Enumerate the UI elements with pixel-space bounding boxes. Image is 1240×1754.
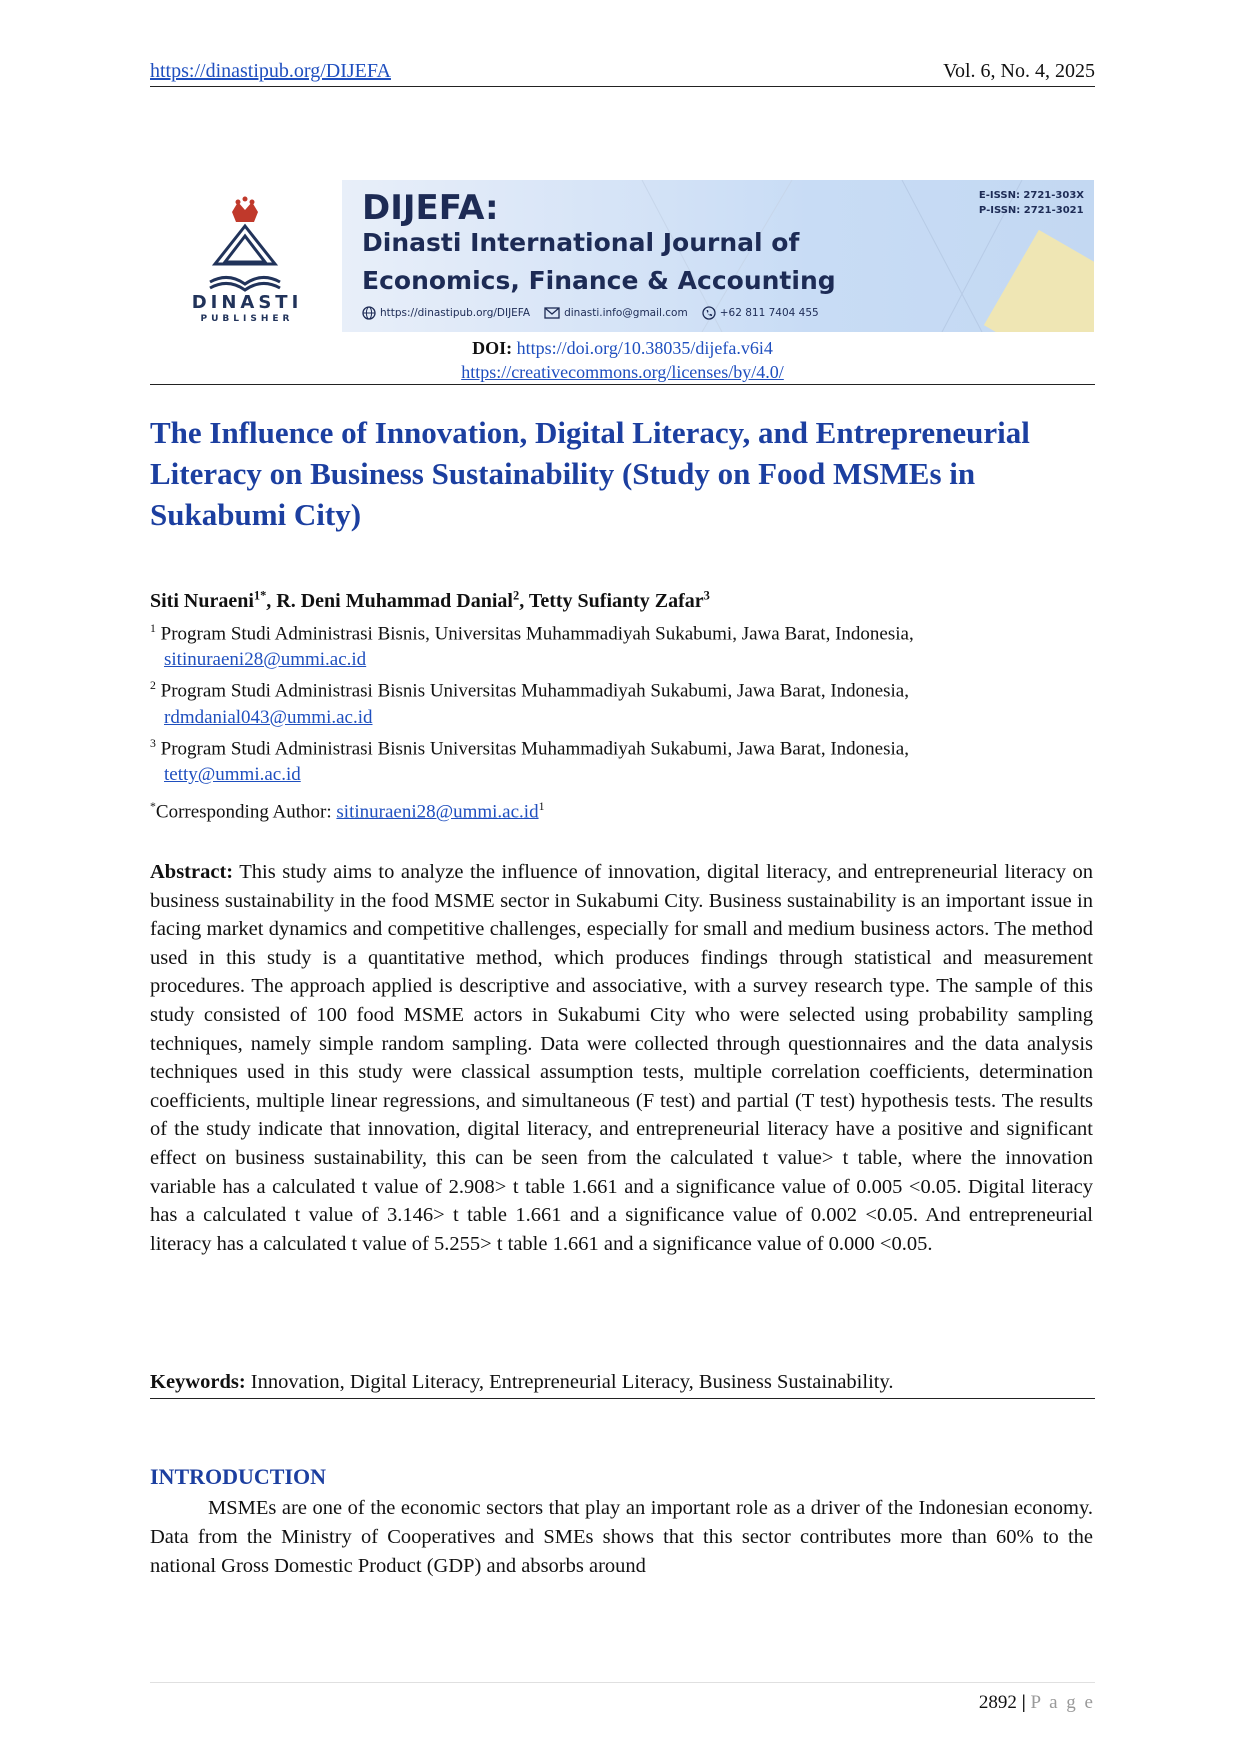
affiliation-3-email-link[interactable]: tetty@ummi.ac.id xyxy=(164,763,301,785)
banner-website xyxy=(362,306,530,320)
publisher-subtitle: PUBLISHER xyxy=(200,314,294,324)
keywords-label: Keywords: xyxy=(150,1371,246,1393)
banner-phone xyxy=(702,306,819,320)
affiliation-2: $^2$ Program Studi Administrasi Bisnis Universitas Muhammadiyah Sukabumi, Jawa Barat, Indonesia, rdmdanial043@ummi.ac.id xyxy=(150,673,1095,730)
page-number: 2892 | P a g e xyxy=(978,1692,1095,1713)
author-2: R. Deni Muhammad Danial$^2$, xyxy=(276,588,529,612)
volume-info: Vol. 6, No. 4, 2025 xyxy=(943,60,1095,82)
banner-website-text: https://dinastipub.org/DIJEFA xyxy=(380,307,531,319)
affiliation-2-email-link[interactable]: rdmdanial043@ummi.ac.id xyxy=(164,706,373,728)
doi-label: DOI: xyxy=(472,338,513,358)
corresponding-email-link[interactable]: sitinuraeni28@ummi.ac.id xyxy=(336,801,539,823)
abstract-label: Abstract: xyxy=(150,861,234,883)
author-list xyxy=(150,588,710,613)
page-number-value: 2892 xyxy=(978,1692,1017,1713)
footer-divider xyxy=(150,1682,1095,1683)
article-title: The Influence of Innovation, Digital Literacy, and Entrepreneurial Literacy on Business Sustainability (Study on Food MSMEs in Sukabumi City) xyxy=(150,415,1030,532)
issn-block xyxy=(979,188,1084,218)
author-3: Tetty Sufianty Zafar$^3$ xyxy=(528,588,710,612)
doi-block xyxy=(150,336,1095,384)
page-label: P a g e xyxy=(1030,1692,1095,1713)
journal-banner xyxy=(152,180,1094,332)
doi-link[interactable]: https://doi.org/10.38035/dijefa.v6i4 xyxy=(516,338,773,358)
journal-url-link[interactable]: https://dinastipub.org/DIJEFA xyxy=(150,60,391,82)
corresponding-author: *Corresponding Author: $sitinuraeni28@ummi.ac.id^1$ xyxy=(150,800,545,823)
doi-divider xyxy=(150,384,1095,385)
affiliation-1: $^1$ Program Studi Administrasi Bisnis, Universitas Muhammadiyah Sukabumi, Jawa Barat, Indonesia, sitinuraeni28@ummi.ac.id xyxy=(150,616,1095,673)
publisher-name: DINASTI xyxy=(191,292,303,313)
banner-contacts xyxy=(362,306,819,320)
license-link[interactable]: https://creativecommons.org/licenses/by/4.0/ xyxy=(461,362,784,382)
globe-icon xyxy=(362,306,376,320)
affiliation-3: $^3$ Program Studi Administrasi Bisnis Universitas Muhammadiyah Sukabumi, Jawa Barat, Indonesia, tetty@ummi.ac.id xyxy=(150,731,1095,788)
keywords-divider xyxy=(150,1398,1095,1399)
introduction-heading: INTRODUCTION xyxy=(150,1464,327,1489)
journal-name-line1: Dinasti International Journal of xyxy=(362,228,800,257)
banner-phone-text: +62 811 7404 455 xyxy=(719,307,819,319)
banner-email xyxy=(544,307,688,319)
keywords xyxy=(150,1371,1095,1394)
phone-icon xyxy=(702,306,716,320)
journal-name-line2: Economics, Finance & Accounting xyxy=(362,266,836,295)
abstract xyxy=(150,858,1093,1258)
affiliation-1-email-link[interactable]: sitinuraeni28@ummi.ac.id xyxy=(164,649,367,671)
introduction-text: MSMEs are one of the economic sectors that play an important role as a driver of the Indonesian economy. Data from the Ministry of Cooperatives and SMEs shows that this sector contributes more than 60% to the national Gross Domestic Product (GDP) and absorbs around xyxy=(150,1497,1093,1577)
eissn: E-ISSN: 2721-303X xyxy=(978,190,1084,201)
abstract-text: This study aims to analyze the influence of innovation, digital literacy, and entrepreneurial literacy on business sustainability in the food MSME sector in Sukabumi City. Business sustainability is an important issue in facing market dynamics and competitive challenges, especially for small and medium business actors. The method used in this study is a quantitative method, which produces findings through statistical and measurement procedures. The approach applied is descriptive and associative, with a survey research type. The sample of this study consisted of 100 food MSME actors in Sukabumi City who were selected using probability sampling techniques, namely simple random sampling. Data were collected through questionnaires and the data analysis techniques used in this study were classical assumption tests, multiple correlation coefficients, determination coefficients, multiple linear regressions, and simultaneous (F test) and partial (T test) hypothesis tests. The results of the study indicate that innovation, digital literacy, and entrepreneurial literacy have a positive and significant effect on business sustainability, this can be seen from the calculated t value> t table, where the innovation variable has a calculated t value of 2.908> t table 1.661 and a significance value of 0.005 <0.05. Digital literacy has a calculated t value of 3.146> t table 1.661 and a significance value of 0.002 <0.05. And entrepreneurial literacy has a calculated t value of 5.255> t table 1.661 and a significance value of 0.000 <0.05. xyxy=(150,861,1093,1255)
author-1: Siti Nuraeni$^{1*}$, xyxy=(150,588,277,612)
pissn: P-ISSN: 2721-3021 xyxy=(978,205,1084,216)
running-header xyxy=(150,60,1095,87)
affiliation-list xyxy=(150,616,1095,788)
banner-email-text: dinasti.info@gmail.com xyxy=(564,307,688,319)
envelope-icon xyxy=(544,307,560,319)
keywords-text: Innovation, Digital Literacy, Entrepreneurial Literacy, Business Sustainability. xyxy=(245,1371,894,1393)
journal-acronym: DIJEFA: xyxy=(362,188,499,228)
